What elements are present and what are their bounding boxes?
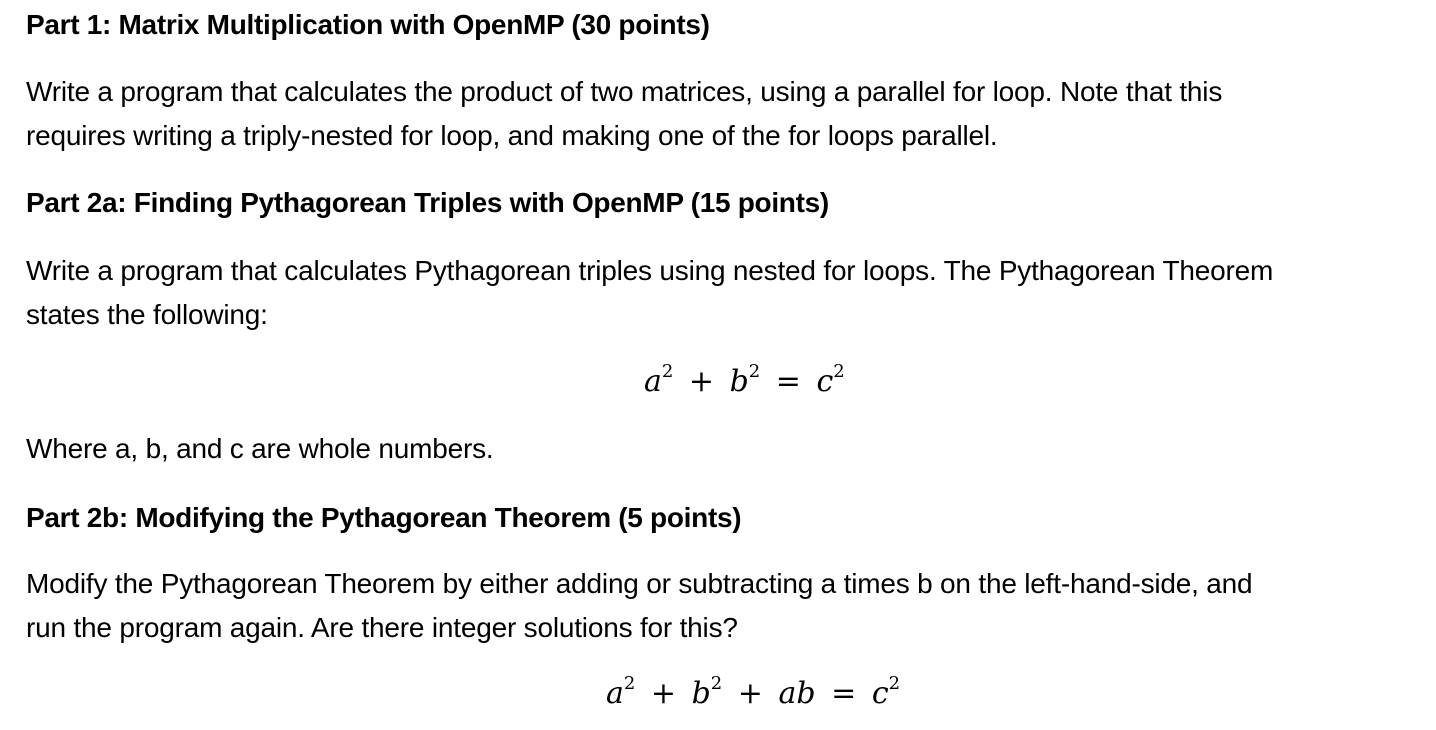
part2a-note: Where a, b, and c are whole numbers. [26, 433, 494, 464]
eq1-a-exp: 2 [661, 361, 674, 382]
part1-heading: Part 1: Matrix Multiplication with OpenMP (30 points) [26, 9, 710, 40]
part2a-body [26, 249, 1273, 337]
eq1-c: c [816, 364, 834, 399]
part2b-body-line1: Modify the Pythagorean Theorem by either adding or subtracting a times b on the left-hand-side, and [26, 568, 1253, 599]
eq1-a: a [644, 364, 662, 399]
part2b-body [26, 562, 1252, 650]
eq1-plus: + [688, 364, 715, 399]
eq2-b: b [691, 676, 711, 711]
modified-pythagorean-equation [606, 674, 900, 714]
eq1-b-exp: 2 [748, 361, 761, 382]
eq2-equals: = [831, 676, 857, 711]
part1-body-line1: Write a program that calculates the product of two matrices, using a parallel for loop. Note that this [26, 76, 1223, 107]
eq2-a: a [606, 676, 624, 711]
eq2-c-exp: 2 [888, 673, 901, 694]
part2b-heading: Part 2b: Modifying the Pythagorean Theorem (5 points) [26, 502, 742, 533]
eq2-b-exp: 2 [710, 673, 723, 694]
eq2-plus-2: + [737, 676, 763, 711]
part1-body [26, 70, 1222, 158]
eq2-ab: ab [778, 676, 816, 711]
eq1-c-exp: 2 [833, 361, 845, 382]
part2a-body-line1: Write a program that calculates Pythagorean triples using nested for loops. The Pythagorean Theorem [26, 255, 1274, 286]
part2b-body-line2: run the program again. Are there integer solutions for this? [26, 612, 738, 643]
eq2-c: c [871, 676, 889, 711]
eq2-plus-1: + [650, 676, 677, 711]
eq1-equals: = [775, 364, 801, 399]
eq2-a-exp: 2 [623, 673, 636, 694]
part2a-heading: Part 2a: Finding Pythagorean Triples with OpenMP (15 points) [26, 187, 829, 218]
part1-body-line2: requires writing a triply-nested for loop, and making one of the for loops parallel. [26, 120, 998, 151]
eq1-b: b [729, 364, 749, 399]
pythagorean-equation [644, 362, 845, 402]
part2a-body-line2: states the following: [26, 299, 268, 330]
